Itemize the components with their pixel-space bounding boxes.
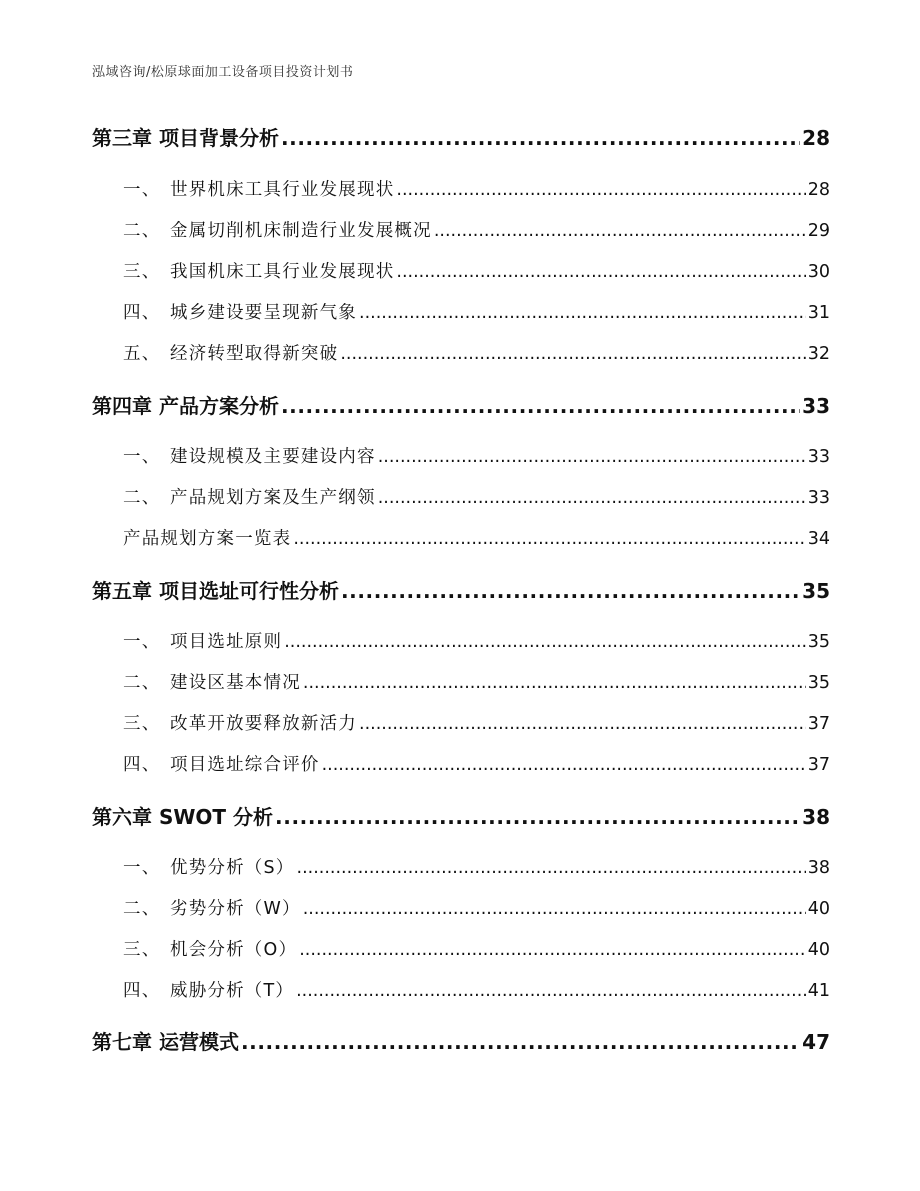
toc-num: 三、	[123, 940, 161, 960]
leader-dots	[396, 262, 805, 282]
toc-title: 第七章 运营模式	[92, 1030, 239, 1054]
toc-title: 产品规划方案及生产纲领	[170, 488, 376, 508]
toc-num: 一、	[123, 447, 161, 467]
leader-dots	[340, 344, 805, 364]
toc-num: 一、	[123, 180, 161, 200]
toc-chapter-6[interactable]	[92, 801, 830, 830]
toc-page: 28	[802, 126, 830, 150]
toc-num: 四、	[123, 981, 161, 1001]
toc-page: 38	[802, 805, 830, 829]
toc-section[interactable]	[92, 895, 830, 920]
leader-dots	[284, 632, 806, 652]
toc-title: 世界机床工具行业发展现状	[170, 180, 395, 200]
leader-dots	[275, 805, 800, 829]
toc-title: 第五章 项目选址可行性分析	[92, 579, 339, 603]
toc-title: 优势分析（S）	[170, 858, 295, 878]
toc-title: 我国机床工具行业发展现状	[170, 262, 395, 282]
leader-dots	[359, 714, 806, 734]
toc-section[interactable]	[92, 710, 830, 735]
toc-page: 33	[807, 488, 830, 508]
toc-num: 二、	[123, 899, 161, 919]
toc-page: 41	[807, 981, 830, 1001]
toc-page: 35	[802, 579, 830, 603]
toc-title: 经济转型取得新突破	[170, 344, 339, 364]
leader-dots	[241, 1030, 800, 1054]
leader-dots	[293, 529, 805, 549]
leader-dots	[297, 858, 806, 878]
toc-num: 四、	[123, 303, 161, 323]
toc-section[interactable]	[92, 299, 830, 324]
toc-section[interactable]	[92, 484, 830, 509]
toc-page: 32	[807, 344, 830, 364]
toc-page: 33	[807, 447, 830, 467]
toc-section[interactable]	[92, 669, 830, 694]
toc-page: 30	[807, 262, 830, 282]
toc-section[interactable]	[92, 176, 830, 201]
leader-dots	[322, 755, 806, 775]
toc-section[interactable]	[92, 217, 830, 242]
toc-page: 31	[807, 303, 830, 323]
toc-title: 第六章 SWOT 分析	[92, 805, 274, 829]
toc-section[interactable]	[92, 751, 830, 776]
toc-section[interactable]	[92, 854, 830, 879]
toc-title: 项目选址原则	[170, 632, 283, 652]
toc-page: 35	[807, 632, 830, 652]
toc-title: 金属切削机床制造行业发展概况	[170, 221, 432, 241]
toc-section[interactable]	[92, 525, 830, 550]
toc-num: 二、	[123, 488, 161, 508]
toc-section[interactable]	[92, 258, 830, 283]
leader-dots	[396, 180, 805, 200]
leader-dots	[296, 981, 806, 1001]
leader-dots	[341, 579, 800, 603]
leader-dots	[303, 899, 806, 919]
leader-dots	[359, 303, 806, 323]
leader-dots	[378, 488, 806, 508]
toc-title: 改革开放要释放新活力	[170, 714, 357, 734]
toc-title: 劣势分析（W）	[170, 899, 301, 919]
toc-chapter-4[interactable]	[92, 390, 830, 419]
toc-section[interactable]	[92, 628, 830, 653]
leader-dots	[434, 221, 806, 241]
toc-page: 33	[802, 394, 830, 418]
toc-title: 产品规划方案一览表	[123, 529, 292, 549]
toc-chapter-7[interactable]	[92, 1026, 830, 1055]
toc-title: 建设区基本情况	[170, 673, 301, 693]
leader-dots	[303, 673, 806, 693]
toc-title: 威胁分析（T）	[170, 981, 295, 1001]
toc-chapter-3[interactable]	[92, 122, 830, 151]
toc-section[interactable]	[92, 340, 830, 365]
leader-dots	[281, 394, 800, 418]
toc-page: 38	[807, 858, 830, 878]
toc-title: 第四章 产品方案分析	[92, 394, 279, 418]
toc-page: 34	[807, 529, 830, 549]
toc-page: 37	[807, 755, 830, 775]
toc-page: 37	[807, 714, 830, 734]
toc-title: 建设规模及主要建设内容	[170, 447, 376, 467]
toc-num: 五、	[123, 344, 161, 364]
toc-page: 40	[807, 899, 830, 919]
toc-title: 机会分析（O）	[170, 940, 298, 960]
toc-title: 项目选址综合评价	[170, 755, 320, 775]
toc-section[interactable]	[92, 936, 830, 961]
leader-dots	[281, 126, 800, 150]
toc-num: 二、	[123, 673, 161, 693]
toc-num: 三、	[123, 714, 161, 734]
toc-page: 28	[807, 180, 830, 200]
toc-num: 一、	[123, 632, 161, 652]
toc-page: 47	[802, 1030, 830, 1054]
toc-chapter-5[interactable]	[92, 575, 830, 604]
page-header: 泓域咨询/松原球面加工设备项目投资计划书	[92, 65, 354, 80]
toc-section[interactable]	[92, 443, 830, 468]
toc-title: 第三章 项目背景分析	[92, 126, 279, 150]
leader-dots	[299, 940, 806, 960]
toc-num: 三、	[123, 262, 161, 282]
toc-page: 40	[807, 940, 830, 960]
toc-page: 29	[807, 221, 830, 241]
toc-num: 二、	[123, 221, 161, 241]
toc-num: 四、	[123, 755, 161, 775]
toc-num: 一、	[123, 858, 161, 878]
toc-title: 城乡建设要呈现新气象	[170, 303, 357, 323]
toc-page: 35	[807, 673, 830, 693]
toc-section[interactable]	[92, 977, 830, 1002]
leader-dots	[378, 447, 806, 467]
